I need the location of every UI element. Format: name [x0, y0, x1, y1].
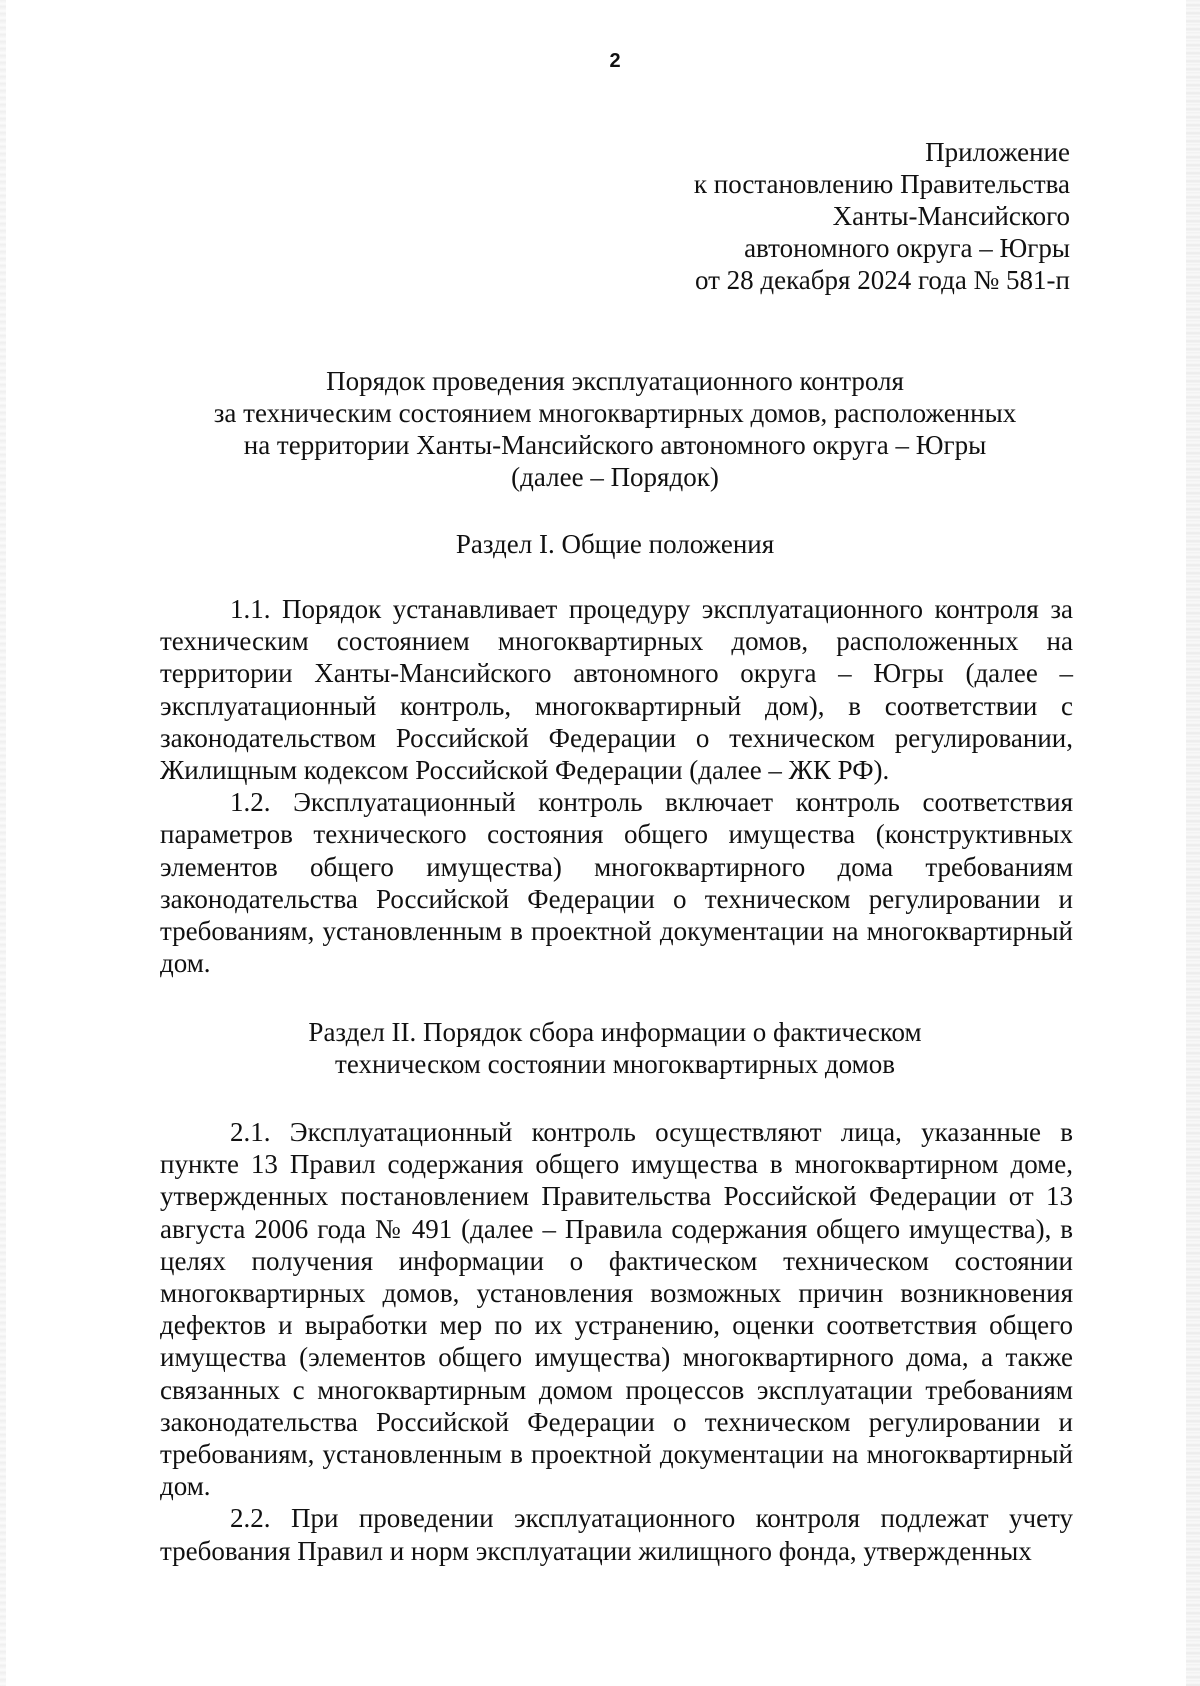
section-2-body [160, 1116, 1073, 1567]
section-1-body [160, 593, 1073, 979]
section-2-heading [160, 1016, 1070, 1080]
paragraph-2-2: 2.2. При проведении эксплуатационного контроля подлежат учету требования Правил и норм эксплуатации жилищного фонда, утвержденных [160, 1503, 1073, 1566]
page-number: 2 [609, 50, 621, 72]
paragraph-1-2: 1.2. Эксплуатационный контроль включает контроль соответствия параметров технического состояния общего имущества (конструктивных элементов общего имущества) многоквартирного дома требованиям законодательства Российской Федерации о техническом регулировании и требованиям, установленным в проектной документации на многоквартирный дом. [160, 787, 1073, 979]
title-line: (далее – Порядок) [511, 462, 719, 492]
section-heading-line: техническом состоянии многоквартирных домов [335, 1049, 895, 1079]
section-heading-line: Раздел II. Порядок сбора информации о фактическом [308, 1017, 922, 1047]
appendix-line: от 28 декабря 2024 года № 581-п [694, 265, 1070, 295]
scan-edge-left [0, 0, 6, 1686]
appendix-line: к постановлению Правительства [693, 169, 1070, 199]
appendix-block [694, 136, 1070, 296]
appendix-line: Ханты-Мансийского [832, 201, 1070, 231]
paragraph-1-1: 1.1. Порядок устанавливает процедуру эксплуатационного контроля за техническим состоянием многоквартирных домов, расположенных на территории Ханты-Мансийского автономного округа – Югры (далее – эксплуатационный контроль, многоквартирный дом), в соответствии с законодательством Российской Федерации о техническом регулировании, Жилищным кодексом Российской Федерации (далее – ЖК РФ). [160, 594, 1073, 786]
section-1-heading [160, 528, 1070, 560]
scan-edge-right [1186, 0, 1200, 1686]
title-line: на территории Ханты-Мансийского автономного округа – Югры [243, 430, 987, 460]
document-title [160, 365, 1070, 493]
appendix-line: автономного округа – Югры [744, 233, 1070, 263]
paragraph-2-1: 2.1. Эксплуатационный контроль осуществляют лица, указанные в пункте 13 Правил содержания общего имущества в многоквартирном доме, утвержденных постановлением Правительства Российской Федерации от 13 августа 2006 года № 491 (далее – Правила содержания общего имущества), в целях получения информации о фактическом техническом состоянии многоквартирных домов, установления возможных причин возникновения дефектов и выработки мер по их устранению, оценки соответствия общего имущества (элементов общего имущества) многоквартирного дома, а также связанных с многоквартирным домом процессов эксплуатации требованиям законодательства Российской Федерации о техническом регулировании и требованиям, установленным в проектной документации на многоквартирный дом. [160, 1117, 1073, 1502]
appendix-line: Приложение [925, 137, 1070, 167]
title-line: за техническим состоянием многоквартирных домов, расположенных [213, 398, 1017, 428]
section-heading-line: Раздел I. Общие положения [455, 529, 775, 559]
title-line: Порядок проведения эксплуатационного контроля [326, 366, 904, 396]
